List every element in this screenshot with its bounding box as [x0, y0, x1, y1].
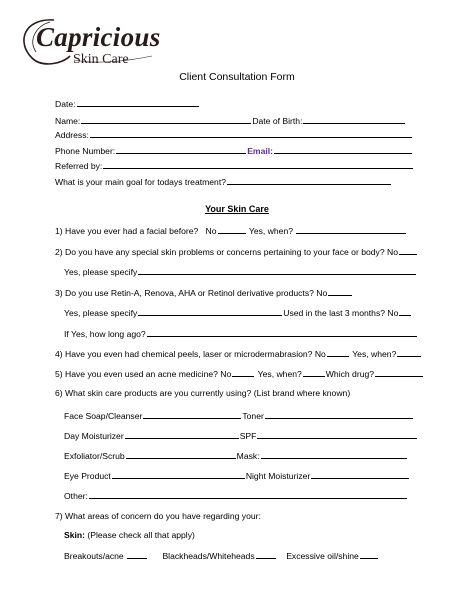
q2-yes-label: Yes, please specify	[64, 267, 138, 277]
skin-label: Skin:	[64, 530, 86, 540]
eye-label: Eye Product	[64, 471, 111, 481]
phone-label: Phone Number:	[55, 146, 116, 156]
date-label: Date:	[55, 99, 76, 109]
skin-note: (Please check all that apply)	[85, 530, 195, 540]
q5-yes: Yes, when?	[257, 369, 302, 379]
goal-label: What is your main goal for todays treatment?	[55, 177, 226, 187]
name-row	[55, 115, 406, 127]
email-field[interactable]	[274, 145, 412, 154]
phone-row	[55, 145, 413, 157]
q3-long-field[interactable]	[147, 328, 417, 337]
toner-field[interactable]	[265, 410, 413, 419]
q3-text: 3) Do you use Retin-A, Renova, AHA or Retinol derivative products? No	[55, 288, 328, 298]
q6-row	[55, 388, 350, 399]
goal-row	[55, 176, 392, 188]
phone-field[interactable]	[116, 145, 246, 154]
soap-field[interactable]	[143, 410, 241, 419]
q3-used-field[interactable]	[399, 307, 411, 316]
skin-opt-blackheads-field[interactable]	[256, 550, 276, 559]
skin-row	[64, 530, 195, 541]
q3-long-label: If Yes, how long ago?	[64, 329, 146, 339]
exfol-label: Exfoliator/Scrub	[64, 451, 125, 461]
q5-row	[55, 368, 424, 380]
skin-opt-blackheads: Blackheads/Whiteheads	[162, 551, 255, 561]
q5-no-field[interactable]	[232, 368, 254, 377]
q3-yes-label: Yes, please specify	[64, 308, 138, 318]
q2-row	[55, 246, 418, 258]
skin-opt-breakouts-field[interactable]	[127, 550, 147, 559]
eye-row	[64, 470, 410, 482]
soap-label: Face Soap/Cleanser	[64, 411, 143, 421]
q7-row	[55, 511, 261, 522]
q5-text: 5) Have you even used an acne medicine? No	[55, 369, 232, 379]
email-label: Email:	[247, 146, 273, 156]
q1-no: No	[205, 226, 217, 236]
q3-no-field[interactable]	[328, 287, 352, 296]
moist-row	[64, 430, 418, 442]
toner-label: Toner	[242, 411, 264, 421]
moist-label: Day Moisturizer	[64, 431, 124, 441]
q5-drug: Which drug?	[325, 369, 375, 379]
q7-text: 7) What areas of concern do you have regarding your:	[55, 511, 261, 521]
q1-no-field[interactable]	[218, 225, 246, 234]
q2-yes-field[interactable]	[138, 266, 416, 275]
exfol-row	[64, 450, 408, 462]
other-row	[64, 490, 408, 502]
skin-opt-breakouts: Breakouts/acne	[64, 551, 124, 561]
mask-field[interactable]	[261, 450, 407, 459]
form-title: Client Consultation Form	[179, 71, 295, 83]
address-row	[55, 129, 413, 141]
name-label: Name:	[55, 116, 81, 126]
exfol-field[interactable]	[126, 450, 236, 459]
logo-brand-text: Capricious	[36, 22, 161, 52]
other-field[interactable]	[89, 490, 407, 499]
q2-yes-row	[64, 266, 417, 278]
q2-no-field[interactable]	[399, 246, 417, 255]
brand-logo	[14, 12, 164, 70]
q3-long-row	[64, 328, 418, 340]
soap-row	[64, 410, 414, 422]
referred-field[interactable]	[103, 160, 413, 169]
eye-field[interactable]	[112, 470, 245, 479]
referred-label: Referred by:	[55, 161, 103, 171]
night-label: Night Moisturizer	[245, 471, 311, 481]
q4-text: 4) Have you even had chemical peels, laser or microdermabrasion? No	[55, 349, 326, 359]
q5-drug-field[interactable]	[375, 368, 423, 377]
address-label: Address:	[55, 130, 89, 140]
skin-opt-oil-field[interactable]	[360, 550, 378, 559]
referred-row	[55, 160, 414, 172]
q3-row	[55, 287, 353, 299]
night-field[interactable]	[311, 470, 409, 479]
q3-yes-field[interactable]	[138, 307, 282, 316]
name-field[interactable]	[81, 115, 251, 124]
mask-label: Mask:	[236, 451, 260, 461]
q4-no-field[interactable]	[327, 348, 349, 357]
logo-subtitle: Skin Care	[73, 52, 129, 67]
moist-field[interactable]	[125, 430, 239, 439]
spf-field[interactable]	[257, 430, 417, 439]
q3-used-label: Used in the last 3 months? No	[283, 308, 399, 318]
q3-yes-row	[64, 307, 412, 319]
q4-row	[55, 348, 422, 360]
skin-options-row	[64, 550, 379, 562]
q6-text: 6) What skin care products are you currently using? (List brand where known)	[55, 388, 351, 398]
dob-label: Date of Birth:	[252, 116, 303, 126]
spf-label: SPF	[239, 431, 257, 441]
address-field[interactable]	[90, 129, 412, 138]
q4-yes-field[interactable]	[397, 348, 421, 357]
q1-text: 1) Have you ever had a facial before?	[55, 226, 199, 236]
section-heading: Your Skin Care	[205, 204, 269, 214]
q4-yes: Yes, when?	[352, 349, 397, 359]
q1-yes-field[interactable]	[296, 225, 406, 234]
dob-field[interactable]	[303, 115, 405, 124]
q2-text: 2) Do you have any special skin problems or concerns pertaining to your face or body? No	[55, 247, 398, 257]
skin-opt-oil: Excessive oil/shine	[286, 551, 359, 561]
other-label: Other:	[64, 491, 88, 501]
q1-yes: Yes, when?	[248, 226, 294, 236]
q1-row	[55, 225, 407, 237]
q5-yes-field[interactable]	[303, 368, 325, 377]
date-row	[55, 98, 200, 110]
goal-field[interactable]	[227, 176, 391, 185]
date-field[interactable]	[77, 98, 199, 107]
